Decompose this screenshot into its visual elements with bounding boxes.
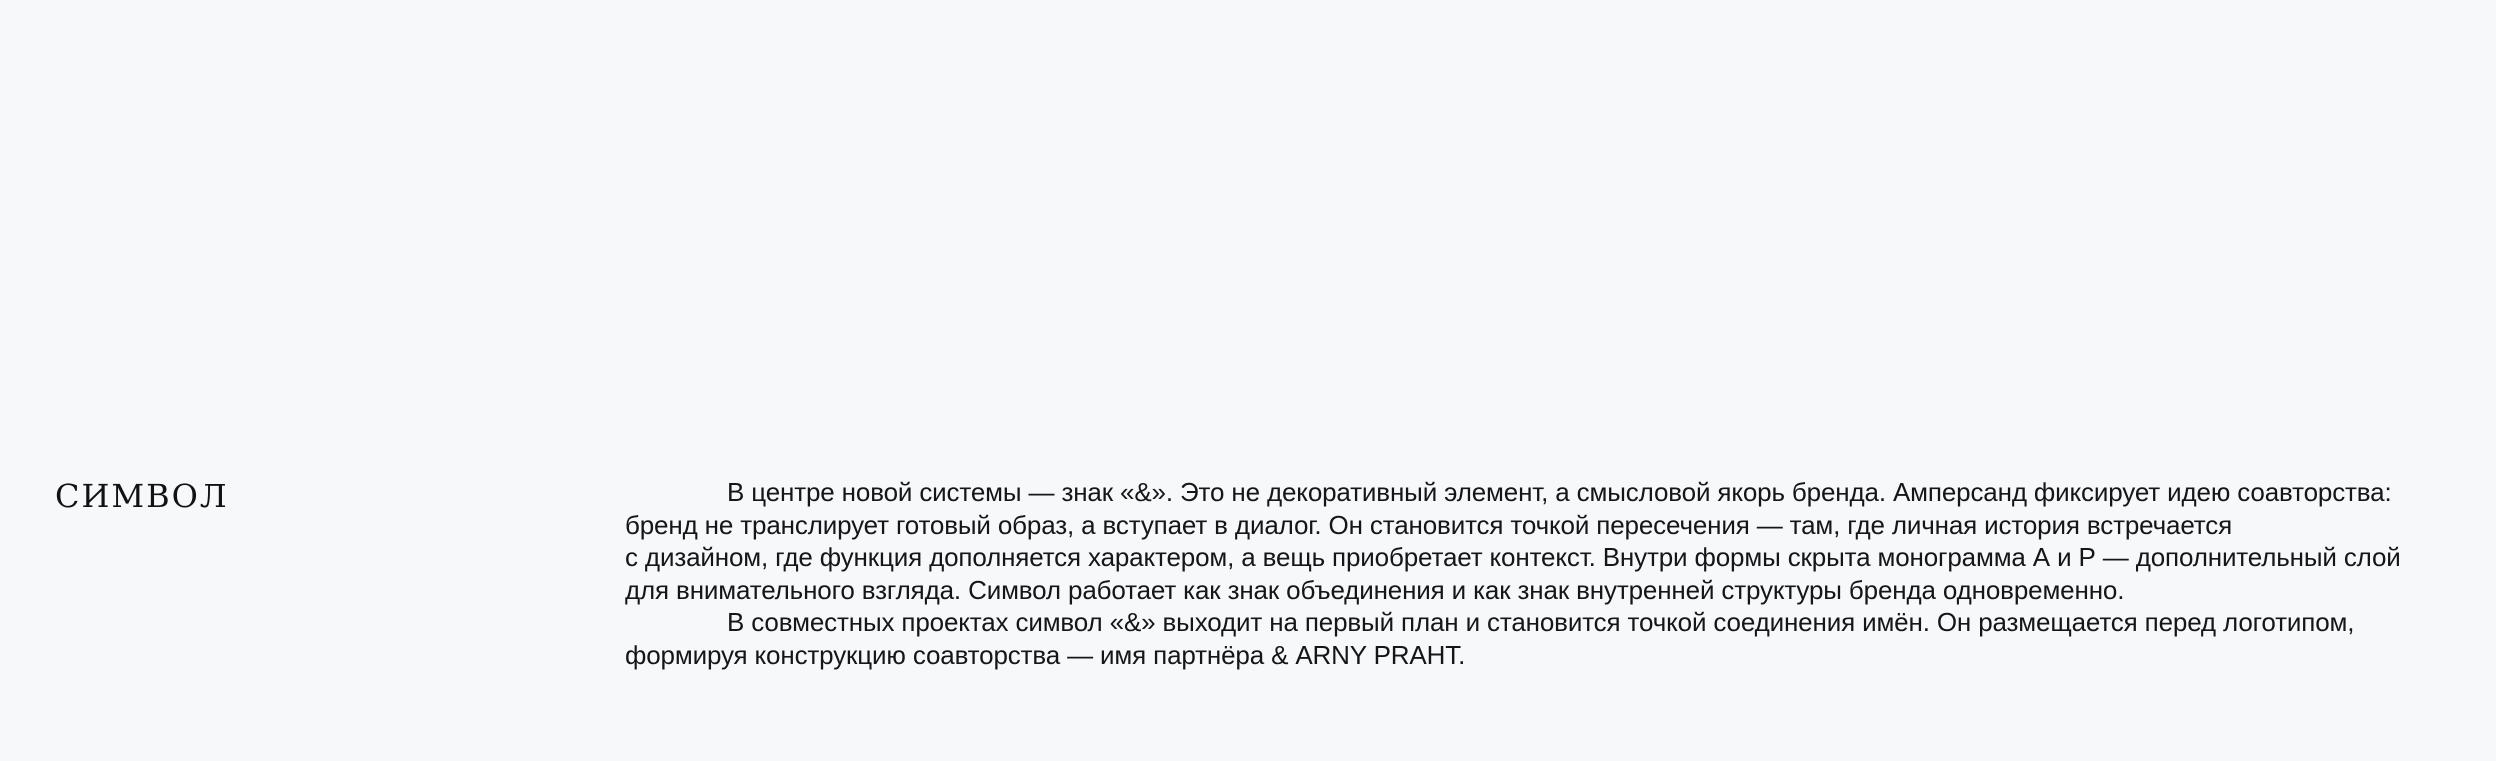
paragraph-line: В совместных проектах символ «&» выходит на первый план и становится точкой соединения имён. Он размещается перед логотипом,: [727, 607, 2355, 637]
paragraph: [625, 606, 2401, 671]
section-body: [625, 476, 2401, 671]
section-heading: СИМВОЛ: [55, 477, 229, 515]
paragraph-line: бренд не транслирует готовый образ, а вступает в диалог. Он становится точкой пересечения — там, где личная история встречается: [625, 509, 2233, 540]
paragraph-line: с дизайном, где функция дополняется характером, а вещь приобретает контекст. Внутри формы скрыта монограмма А и Р — дополнительный слой: [625, 542, 2401, 572]
paragraph-line: В центре новой системы — знак «&». Это не декоративный элемент, а смысловой якорь бренда. Амперсанд фиксирует идею соавторства:: [727, 477, 2392, 507]
paragraph: [625, 476, 2401, 606]
paragraph-line: формируя конструкцию соавторства — имя партнёра & ARNY PRAHT.: [625, 639, 1466, 670]
paragraph-line: для внимательного взгляда. Символ работает как знак объединения и как знак внутренней структуры бренда одновременно.: [625, 574, 2125, 605]
